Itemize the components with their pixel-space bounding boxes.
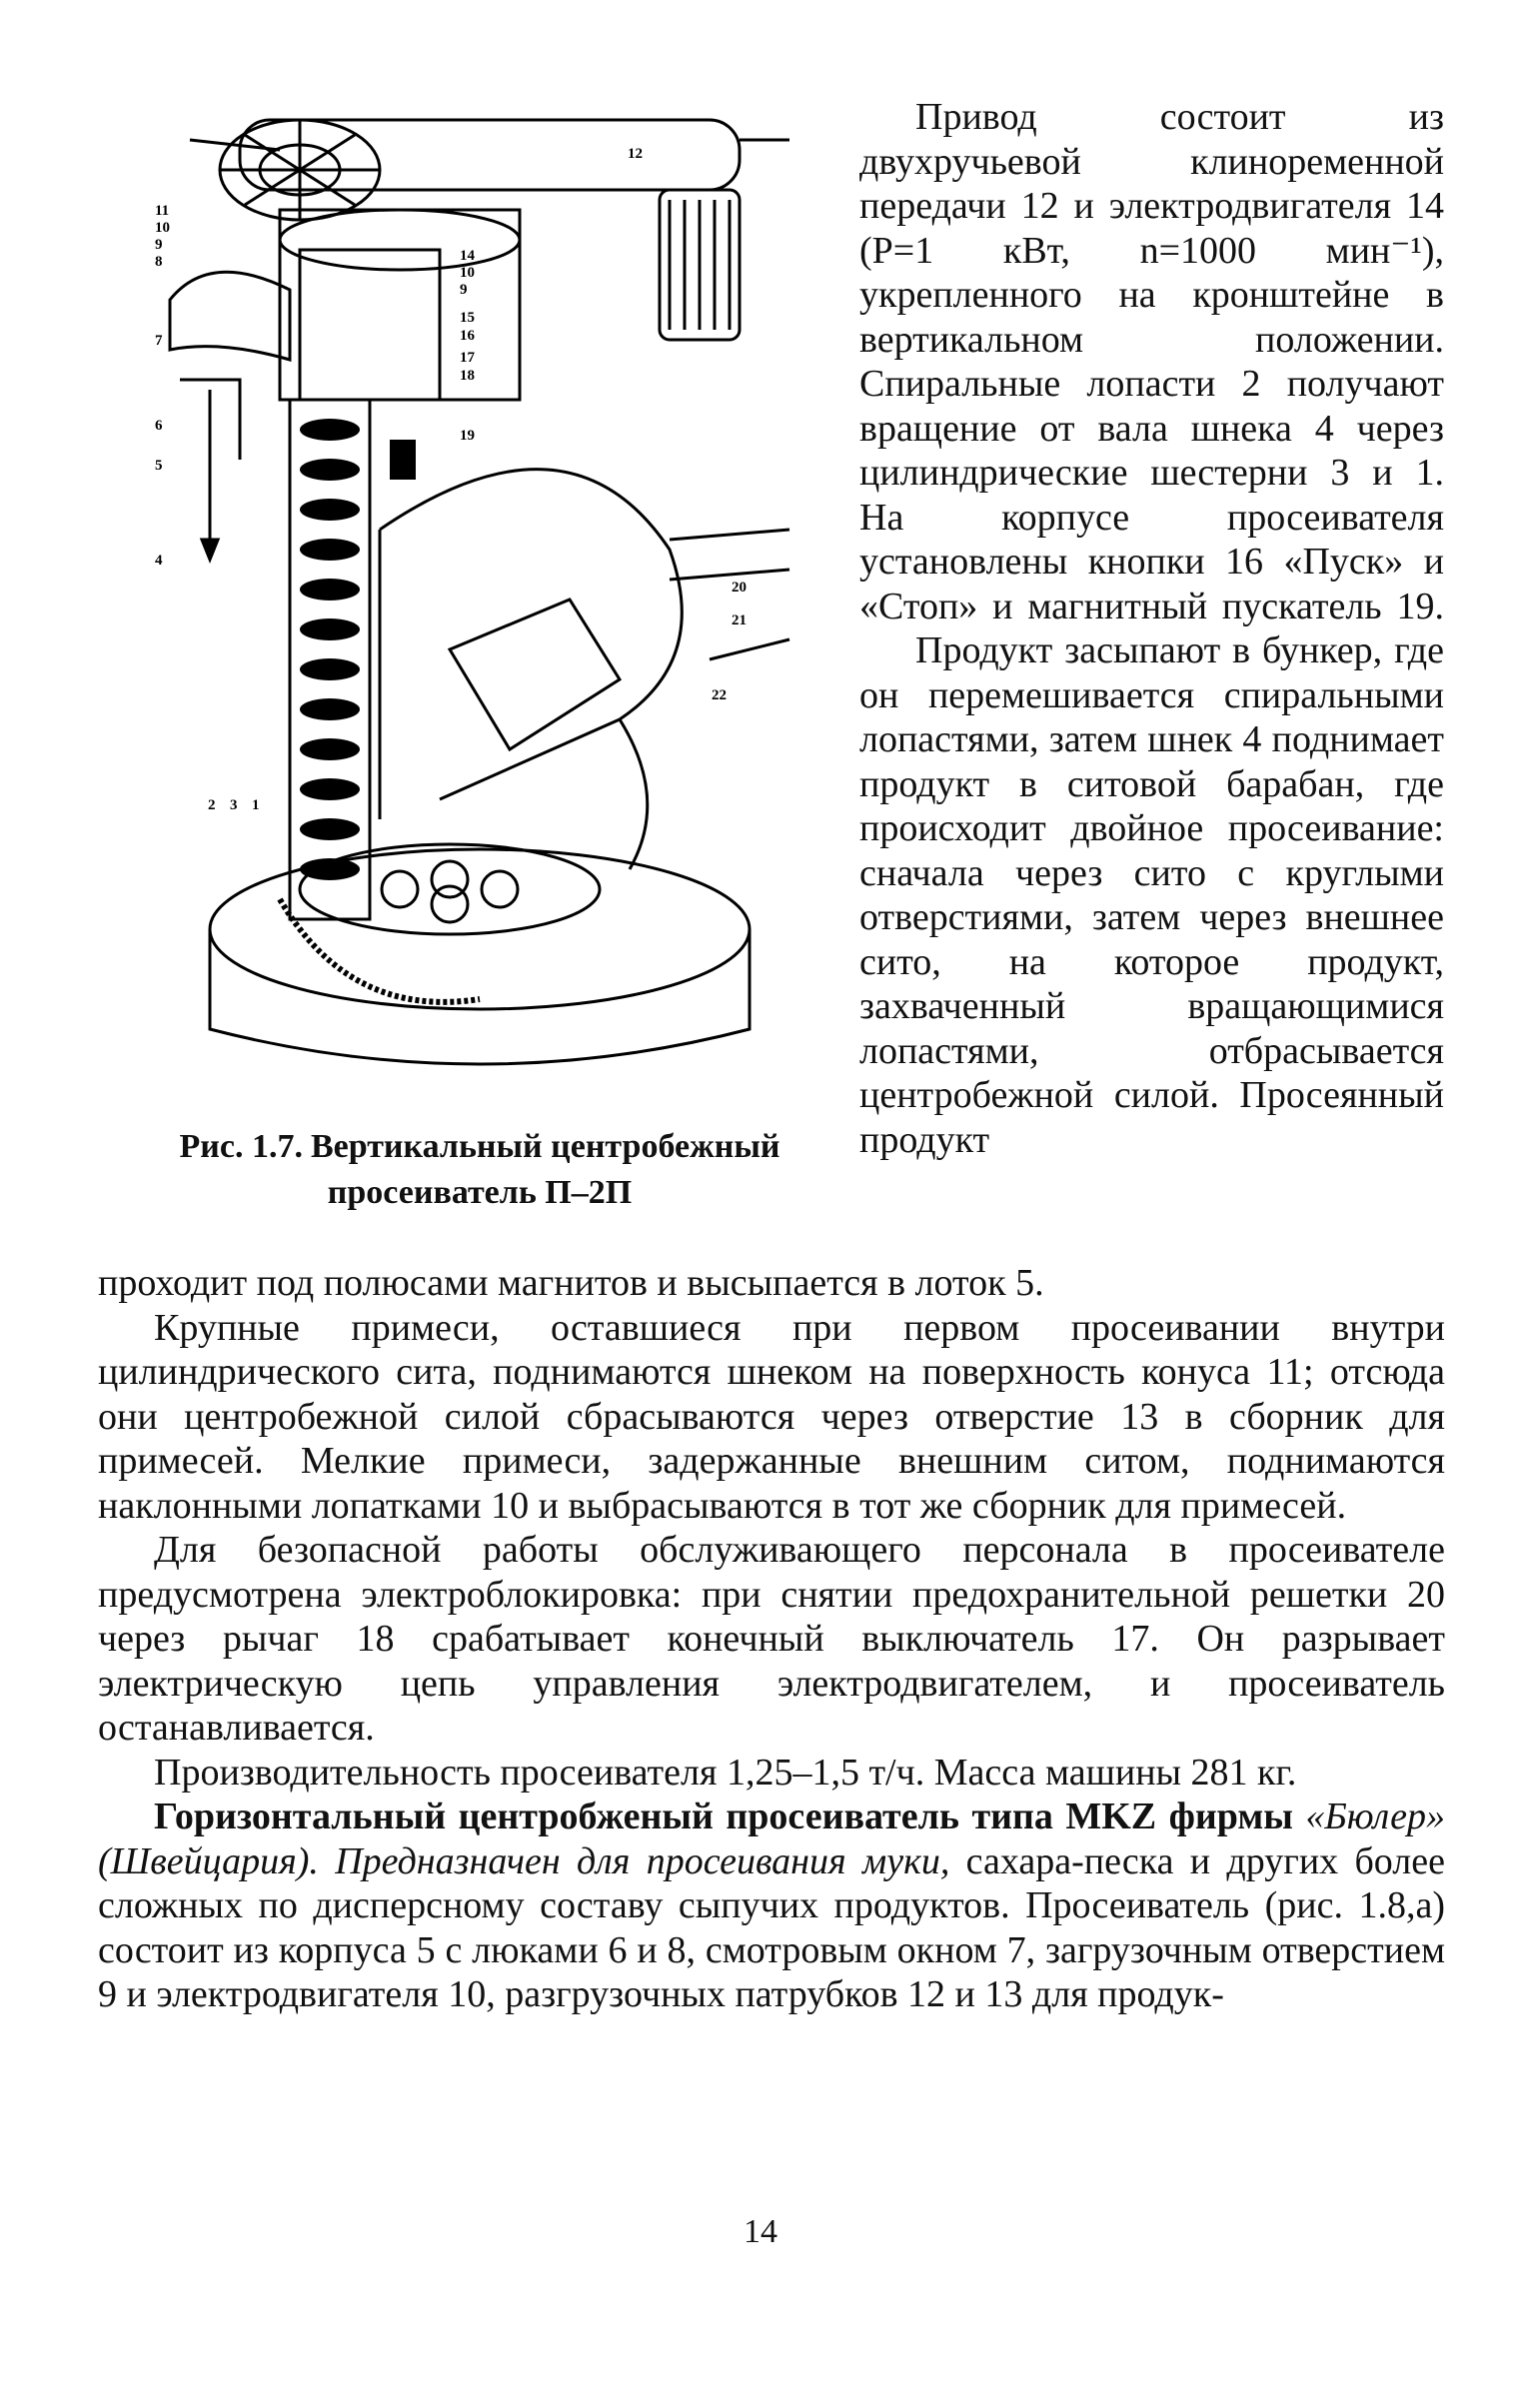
part-label: 1 (252, 797, 260, 813)
part-label: 12 (628, 146, 643, 162)
part-label: 6 (155, 418, 163, 434)
part-label: 11 (155, 203, 170, 219)
part-label: 9 (155, 237, 163, 253)
part-label: 22 (712, 687, 727, 703)
part-label: 14 (460, 248, 475, 264)
mkz-heading: Горизонтальный центробженый просеиватель типа MKZ фирмы (154, 1796, 1293, 1837)
caption-title: Вертикальный центробежный просеиватель П–2П (310, 1128, 780, 1211)
figure-caption (100, 1124, 859, 1216)
mkz-manufacturer: «Бюлер» (Швейцария). Предназначен для просеивания муки, (98, 1796, 1445, 1882)
part-label: 21 (732, 612, 747, 628)
part-label: 10 (460, 265, 475, 281)
part-label: 18 (460, 368, 475, 384)
figure-sifter-diagram (150, 100, 829, 1099)
wrapped-text-column (859, 95, 1444, 1162)
part-label: 2 (208, 797, 216, 813)
page-number: 14 (744, 2213, 777, 2250)
paragraph-product: Продукт засыпают в бункер, где он перемешивается спиральными лопастями, затем шнек 4 поднимает продукт в ситовой барабан, где происходит двойное просеивание: сначала через сито с круглыми отверстиями, затем через внешнее сито, на которое продукт, захваченный вращающимися лопастями, отбрасывается центробежной силой. Просеянный продукт (859, 629, 1444, 1161)
part-label: 3 (230, 797, 238, 813)
body-text (98, 1261, 1445, 2017)
part-label: 4 (155, 553, 163, 569)
part-label: 16 (460, 328, 475, 344)
part-label: 5 (155, 458, 163, 474)
part-label: 17 (460, 350, 475, 366)
mkz-description: сахара-песка и других более сложных по дисперсному составу сыпучих продуктов. Просеиватель (рис. 1.8,а) состоит из корпуса 5 с люками 6 и 8, смотровым окном 7, загрузочным отверстием 9 и электродвигателя 10, разгрузочных патрубков 12 и 13 для продук- (98, 1839, 1446, 2015)
part-label: 19 (460, 428, 475, 444)
part-label: 8 (155, 254, 163, 270)
paragraph-mkz (98, 1795, 1445, 2017)
part-label: 7 (155, 333, 163, 349)
part-label: 15 (460, 310, 475, 326)
paragraph-capacity: Производительность просеивателя 1,25–1,5 т/ч. Масса машины 281 кг. (154, 1751, 1297, 1794)
part-label: 9 (460, 282, 468, 298)
part-label: 20 (732, 580, 747, 596)
paragraph-safety: Для безопасной работы обслуживающего персонала в просеивателе предусмотрена электроблокировка: при снятии предохранительной решетки 20 через рычаг 18 срабатывает конечный выключатель 17. Он разрывает электрическую цепь управления электродвигателем, и просеиватель останавливается. (98, 1529, 1445, 1749)
part-label: 10 (155, 220, 170, 236)
paragraph-product-cont: проходит под полюсами магнитов и высыпается в лоток 5. (98, 1262, 1044, 1304)
paragraph-impurities: Крупные примеси, оставшиеся при первом просеивании внутри цилиндрического сита, поднимаются шнеком на поверхность конуса 11; отсюда они центробежной силой сбрасываются через отверстие 13 в сборник для примесей. Мелкие примеси, задержанные внешним ситом, поднимаются наклонными лопатками 10 и выбрасываются в тот же сборник для примесей. (98, 1306, 1445, 1527)
sifter-drawing (150, 100, 829, 1099)
caption-label: Рис. 1.7. (179, 1128, 303, 1165)
paragraph-drive: Привод состоит из двухручьевой клиноременной передачи 12 и электродвигателя 14 (Р=1 кВт, n=1000 мин⁻¹), укрепленного на кронштейне в вертикальном положении. Спиральные лопасти 2 получают вращение от вала шнека 4 через цилиндрические шестерни 3 и 1. На корпусе просеивателя установлены кнопки 16 «Пуск» и «Стоп» и магнитный пускатель 19. (859, 96, 1444, 627)
